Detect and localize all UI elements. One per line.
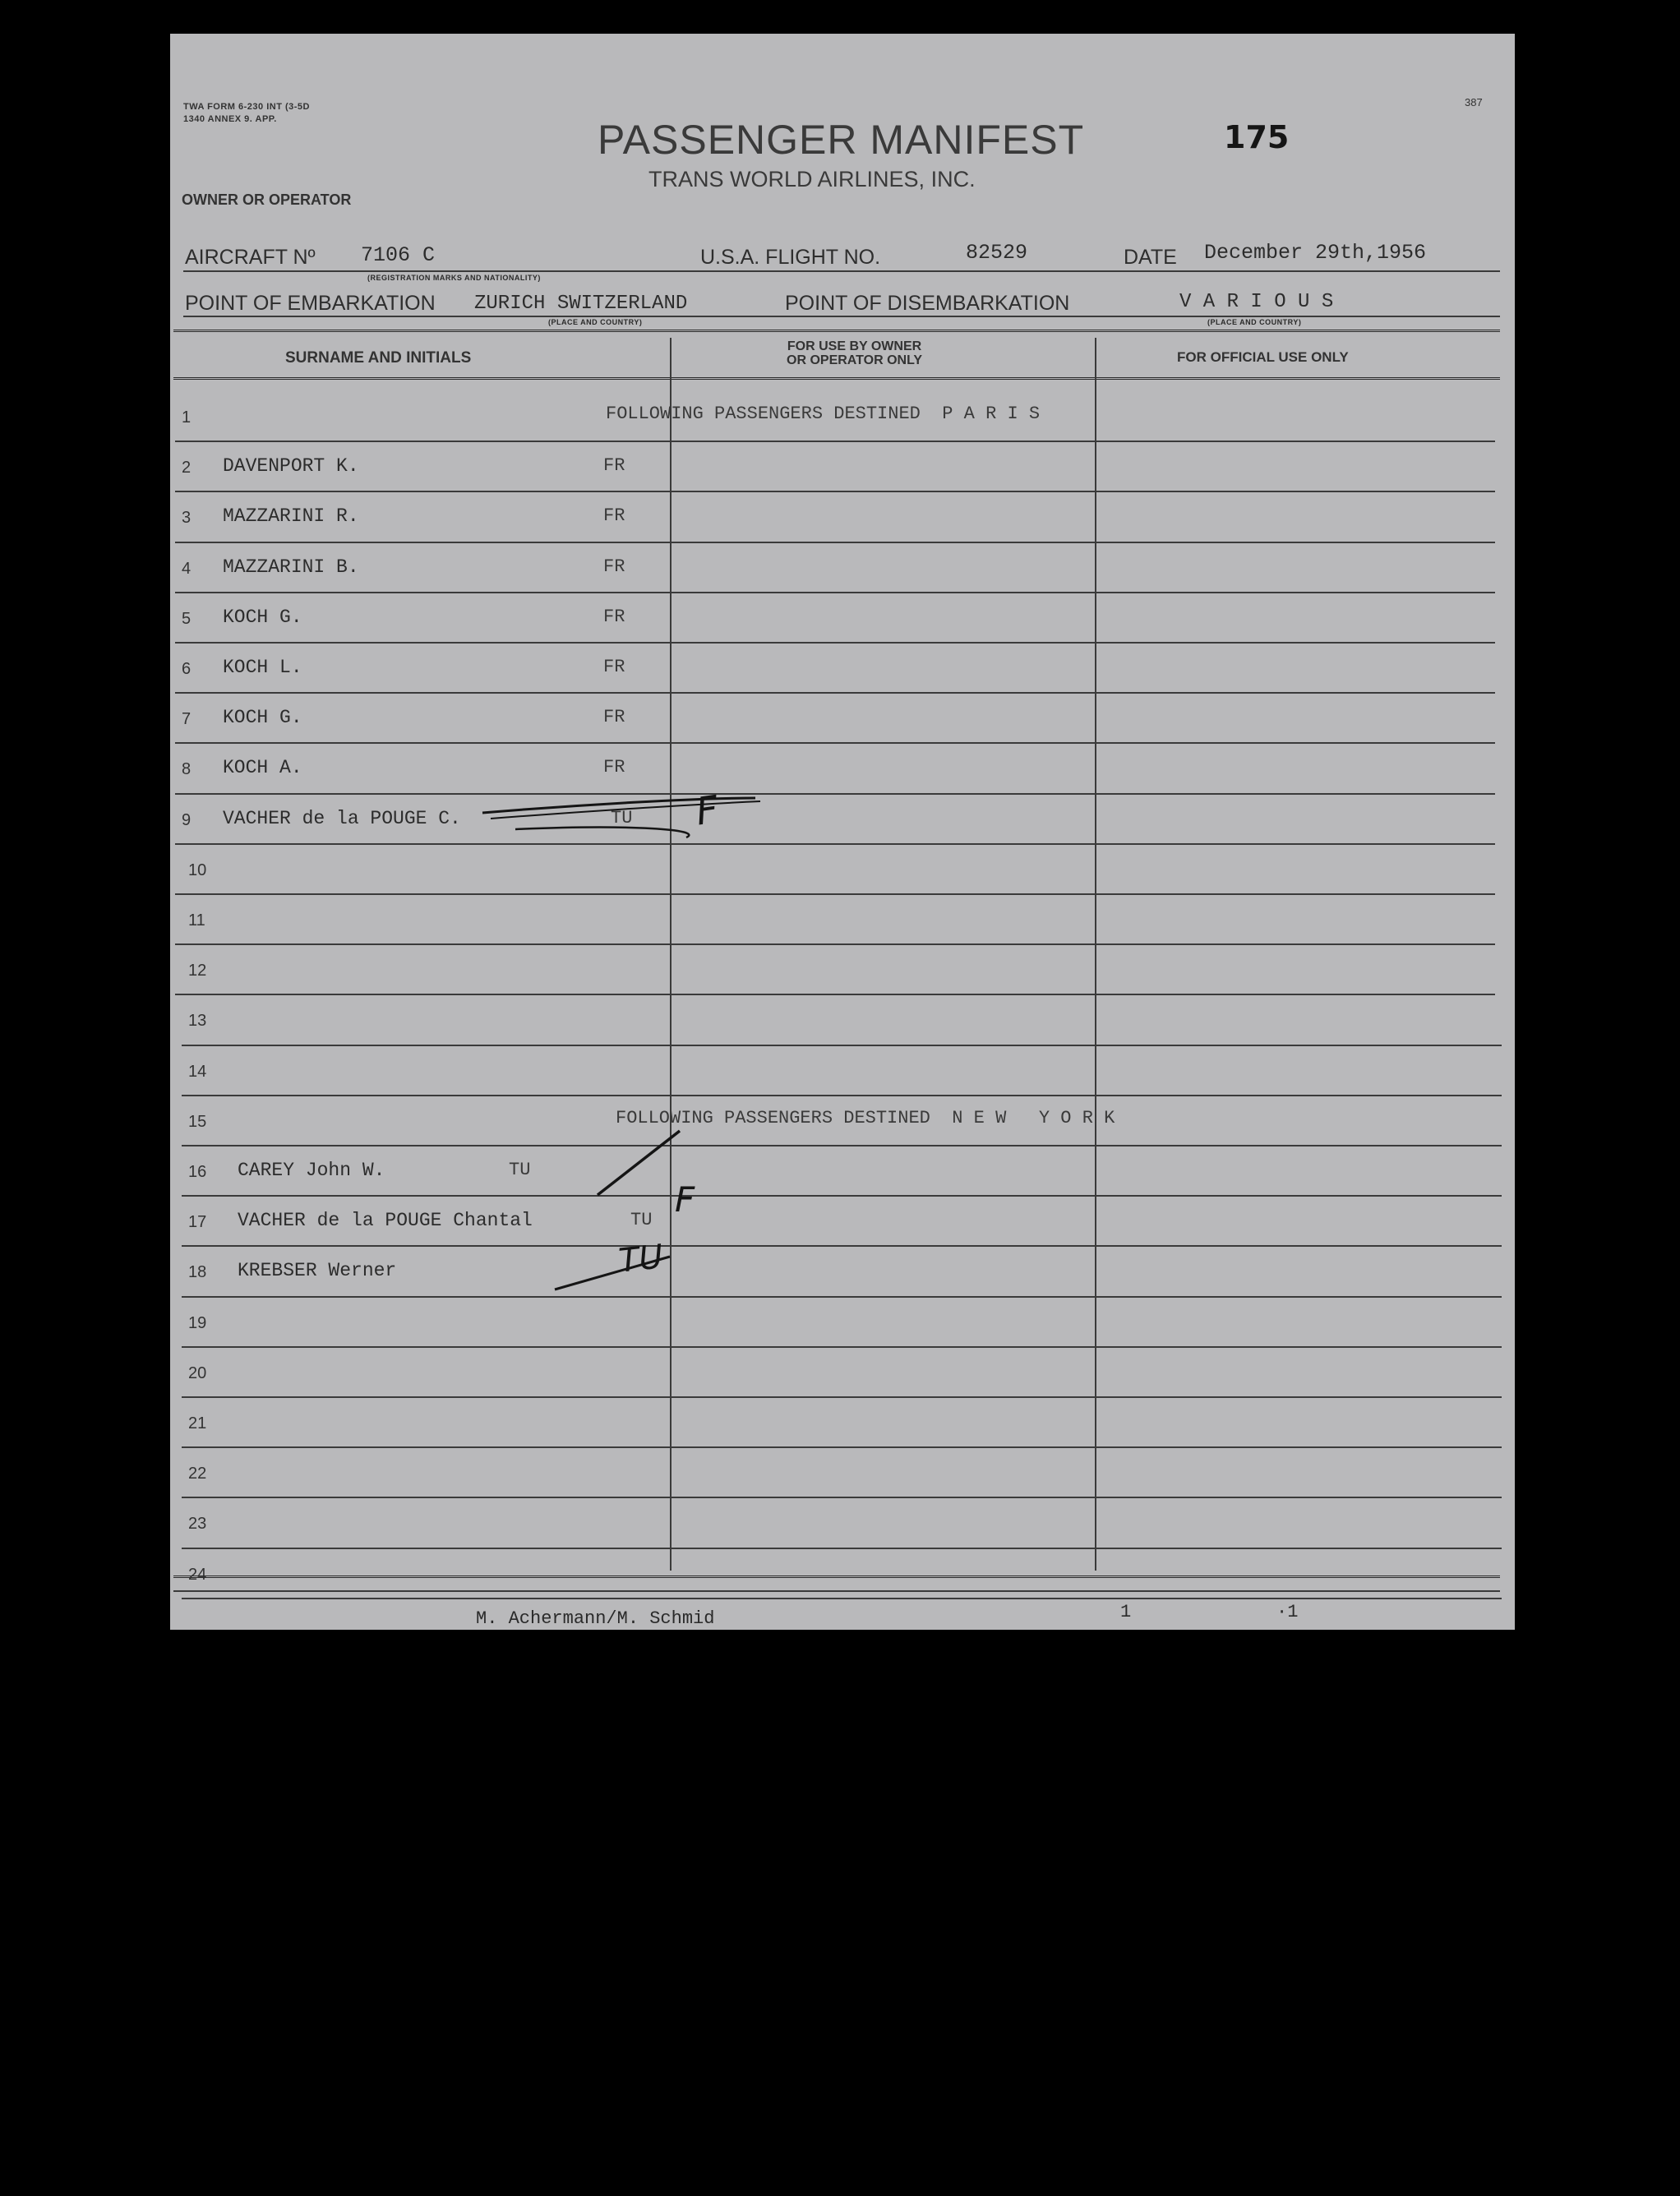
aircraft-note: (REGISTRATION MARKS AND NATIONALITY) (367, 274, 541, 282)
passenger-name: MAZZARINI R. (223, 505, 359, 528)
row-number: 8 (182, 760, 192, 779)
page-subtitle: TRANS WORLD AIRLINES, INC. (648, 167, 976, 191)
nationality-code: FR (603, 657, 625, 677)
nationality-code: TU (509, 1160, 531, 1180)
passenger-name: KOCH L. (223, 657, 302, 678)
owner-label: OWNER OR OPERATOR (182, 191, 352, 208)
aircraft-label: AIRCRAFT Nº (185, 246, 316, 269)
handwritten-mark: TU (616, 1238, 665, 1280)
disembarkation-value: V A R I O U S (1179, 291, 1334, 313)
form-code-line: 1340 ANNEX 9. APP. (183, 114, 277, 124)
passenger-name: KREBSER Werner (238, 1260, 397, 1282)
passenger-name: VACHER de la POUGE Chantal (238, 1210, 533, 1232)
passenger-name: DAVENPORT K. (223, 455, 359, 477)
manifest-sheet (170, 34, 1515, 1630)
row-number: 23 (188, 1515, 207, 1534)
row-number: 6 (182, 660, 192, 678)
passenger-name: CAREY John W. (238, 1160, 385, 1181)
row-number: 15 (188, 1112, 207, 1131)
row-number: 1 (182, 408, 192, 427)
nationality-code: FR (603, 707, 625, 728)
row-number: 7 (182, 710, 192, 729)
form-code-line: TWA FORM 6-230 INT (3-5D (183, 102, 310, 112)
date-label: DATE (1124, 246, 1177, 269)
row-number: 22 (188, 1465, 207, 1483)
row-number: 17 (188, 1213, 207, 1232)
nationality-code: FR (603, 556, 625, 577)
row-number: 14 (188, 1062, 207, 1081)
passenger-name: KOCH A. (223, 757, 302, 779)
date-value: December 29th,1956 (1204, 241, 1427, 265)
nationality-code: TU (630, 1210, 653, 1231)
row-number: 9 (182, 810, 192, 829)
embarkation-value: ZURICH SWITZERLAND (474, 293, 688, 315)
corner-number: 387 (1465, 96, 1483, 108)
passenger-name: KOCH G. (223, 606, 302, 628)
nationality-code: FR (603, 757, 625, 778)
row-number: 12 (188, 962, 207, 980)
row-number: 21 (188, 1414, 207, 1432)
footer-crew: M. Achermann/M. Schmid (476, 1608, 715, 1629)
col-official: FOR OFFICIAL USE ONLY (1177, 349, 1349, 365)
destination-note: FOLLOWING PASSENGERS DESTINED N E W Y O R K (616, 1107, 1115, 1128)
flight-label: U.S.A. FLIGHT NO. (700, 246, 881, 269)
footer-count: ·1 (1276, 1602, 1299, 1622)
nationality-code: FR (603, 455, 625, 477)
row-number: 24 (188, 1565, 207, 1584)
row-number: 4 (182, 559, 192, 578)
disembarkation-note: (PLACE AND COUNTRY) (1207, 318, 1302, 326)
handwriting-layer (170, 34, 1515, 1630)
col-surname: SURNAME AND INITIALS (285, 349, 472, 367)
embarkation-label: POINT OF EMBARKATION (185, 292, 436, 315)
row-number: 11 (188, 911, 205, 930)
row-number: 19 (188, 1313, 207, 1332)
nationality-code: TU (611, 807, 633, 828)
aircraft-value: 7106 C (361, 243, 436, 267)
page-title: PASSENGER MANIFEST (598, 117, 1085, 163)
destination-note: FOLLOWING PASSENGERS DESTINED P A R I S (606, 404, 1041, 424)
disembarkation-label: POINT OF DISEMBARKATION (785, 292, 1070, 315)
row-number: 10 (188, 860, 207, 879)
passenger-name: MAZZARINI B. (223, 556, 359, 578)
row-number: 2 (182, 459, 192, 477)
nationality-code: FR (603, 505, 625, 527)
row-number: 13 (188, 1012, 207, 1031)
handwritten-mark: F (693, 787, 722, 834)
handwritten-mark: F (675, 1179, 695, 1220)
embarkation-note: (PLACE AND COUNTRY) (548, 318, 643, 326)
row-number: 18 (188, 1263, 207, 1282)
footer-count: 1 (1120, 1602, 1132, 1622)
row-number: 20 (188, 1363, 207, 1382)
passenger-name: VACHER de la POUGE C. (223, 807, 461, 829)
stamp-number: 175 (1224, 119, 1290, 155)
passenger-name: KOCH G. (223, 707, 302, 729)
nationality-code: FR (603, 606, 625, 627)
col-owner-use-line: FOR USE BY OWNER (787, 339, 922, 353)
row-number: 16 (188, 1163, 207, 1181)
flight-value: 82529 (966, 241, 1028, 265)
row-number: 3 (182, 509, 192, 528)
col-owner-use-line: OR OPERATOR ONLY (787, 353, 923, 367)
row-number: 5 (182, 609, 192, 628)
